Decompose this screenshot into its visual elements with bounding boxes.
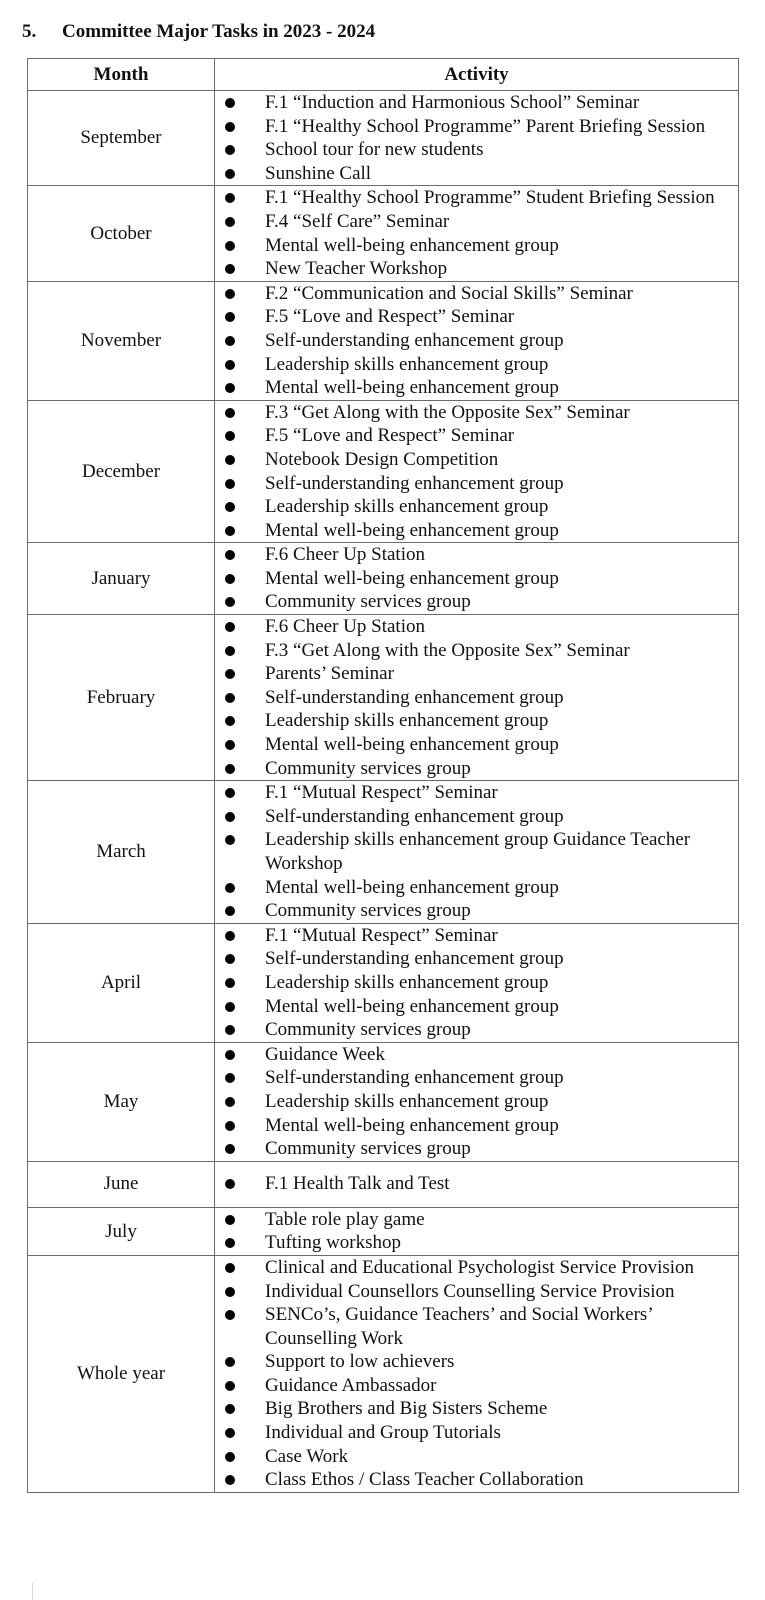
- activity-text: Self-understanding enhancement group: [265, 1067, 564, 1089]
- activity-text: F.4 “Self Care” Seminar: [265, 210, 450, 232]
- activity-text: Mental well-being enhancement group: [265, 876, 559, 898]
- list-item: [215, 686, 738, 710]
- bullet-icon: [225, 978, 235, 988]
- list-item: [215, 519, 738, 543]
- list-item: [215, 401, 738, 425]
- activity-cell: [215, 281, 739, 400]
- activity-text: F.6 Cheer Up Station: [265, 616, 425, 638]
- activity-text: F.5 “Love and Respect” Seminar: [265, 425, 515, 447]
- activity-text: Leadership skills enhancement group Guidance Teacher Workshop: [265, 829, 691, 874]
- activity-text: New Teacher Workshop: [265, 258, 448, 280]
- bullet-icon: [225, 193, 235, 203]
- bullet-icon: [225, 1310, 235, 1320]
- activity-text: Self-understanding enhancement group: [265, 329, 564, 351]
- table-row: [28, 91, 739, 186]
- list-item: [215, 1231, 738, 1255]
- bullet-icon: [225, 1025, 235, 1035]
- bullet-icon: [225, 1144, 235, 1154]
- activity-text: Leadership skills enhancement group: [265, 496, 549, 518]
- activity-text: Community services group: [265, 757, 471, 779]
- bullet-icon: [225, 622, 235, 632]
- table-row: [28, 1255, 739, 1492]
- bullet-icon: [225, 669, 235, 679]
- section-number: 5.: [22, 21, 37, 42]
- list-item: [215, 733, 738, 757]
- bullet-icon: [225, 597, 235, 607]
- activity-text: F.3 “Get Along with the Opposite Sex” Seminar: [265, 639, 630, 661]
- list-item: [215, 1043, 738, 1067]
- list-item: [215, 899, 738, 923]
- section-title: Committee Major Tasks in 2023 - 2024: [62, 21, 376, 42]
- bullet-icon: [225, 764, 235, 774]
- activity-text: F.6 Cheer Up Station: [265, 544, 425, 566]
- month-cell: January: [28, 543, 215, 615]
- page-margin-line: [32, 1583, 33, 1600]
- bullet-icon: [225, 264, 235, 274]
- activity-list: [215, 186, 738, 280]
- bullet-icon: [225, 883, 235, 893]
- activity-text: F.1 Health Talk and Test: [265, 1173, 450, 1195]
- bullet-icon: [225, 241, 235, 251]
- list-item: [215, 1114, 738, 1138]
- activity-list: [215, 543, 738, 614]
- bullet-icon: [225, 360, 235, 370]
- table-row: [28, 186, 739, 281]
- activity-text: Leadership skills enhancement group: [265, 710, 549, 732]
- bullet-icon: [225, 502, 235, 512]
- list-item: [215, 1018, 738, 1042]
- activity-text: F.1 “Induction and Harmonious School” Seminar: [265, 92, 640, 113]
- activity-cell: [215, 1207, 739, 1255]
- list-item: [215, 709, 738, 733]
- list-item: [215, 495, 738, 519]
- list-item: [215, 353, 738, 377]
- bullet-icon: [225, 1475, 235, 1485]
- activity-text: Community services group: [265, 1138, 471, 1160]
- bullet-icon: [225, 455, 235, 465]
- month-cell: July: [28, 1207, 215, 1255]
- activity-text: Community services group: [265, 900, 471, 922]
- activity-text: Mental well-being enhancement group: [265, 567, 559, 589]
- activity-text: F.5 “Love and Respect” Seminar: [265, 306, 515, 328]
- list-item: [215, 590, 738, 614]
- bullet-icon: [225, 550, 235, 560]
- table-row: [28, 1042, 739, 1161]
- list-item: [215, 543, 738, 567]
- list-item: [215, 91, 738, 115]
- list-item: [215, 162, 738, 186]
- table-row: [28, 281, 739, 400]
- list-item: [215, 805, 738, 829]
- bullet-icon: [225, 954, 235, 964]
- activity-list: [215, 91, 738, 185]
- list-item: [215, 186, 738, 210]
- bullet-icon: [225, 217, 235, 227]
- activity-list: [215, 1043, 738, 1161]
- activity-list: [215, 1172, 738, 1196]
- committee-tasks-table: [27, 58, 739, 1493]
- bullet-icon: [225, 716, 235, 726]
- activity-list: [215, 781, 738, 923]
- activity-text: Individual Counsellors Counselling Service Provision: [265, 1280, 675, 1302]
- month-cell: April: [28, 923, 215, 1042]
- table-row: [28, 1161, 739, 1207]
- activity-cell: [215, 781, 739, 924]
- activity-text: Individual and Group Tutorials: [265, 1422, 501, 1444]
- month-cell: June: [28, 1161, 215, 1207]
- list-item: [215, 924, 738, 948]
- bullet-icon: [225, 835, 235, 845]
- table-row: [28, 781, 739, 924]
- list-item: [215, 1208, 738, 1232]
- activity-text: F.1 “Healthy School Programme” Parent Briefing Session: [265, 115, 706, 137]
- list-item: [215, 210, 738, 234]
- activity-text: Leadership skills enhancement group: [265, 971, 549, 993]
- bullet-icon: [225, 931, 235, 941]
- section-heading: [22, 20, 375, 44]
- list-item: [215, 376, 738, 400]
- activity-cell: [215, 923, 739, 1042]
- bullet-icon: [225, 1050, 235, 1060]
- activity-text: Self-understanding enhancement group: [265, 948, 564, 970]
- activity-text: Self-understanding enhancement group: [265, 686, 564, 708]
- activity-cell: [215, 186, 739, 281]
- activity-list: [215, 1256, 738, 1492]
- table-header-row: [28, 59, 739, 91]
- bullet-icon: [225, 1428, 235, 1438]
- list-item: [215, 1137, 738, 1161]
- activity-text: Mental well-being enhancement group: [265, 734, 559, 756]
- activity-list: [215, 1208, 738, 1255]
- bullet-icon: [225, 1121, 235, 1131]
- bullet-icon: [225, 145, 235, 155]
- bullet-icon: [225, 1179, 235, 1189]
- activity-text: F.1 “Mutual Respect” Seminar: [265, 924, 498, 946]
- list-item: [215, 424, 738, 448]
- list-item: [215, 1303, 738, 1350]
- bullet-icon: [225, 526, 235, 536]
- list-item: [215, 947, 738, 971]
- bullet-icon: [225, 1287, 235, 1297]
- bullet-icon: [225, 169, 235, 179]
- bullet-icon: [225, 788, 235, 798]
- activity-text: Mental well-being enhancement group: [265, 234, 559, 256]
- activity-text: Leadership skills enhancement group: [265, 353, 549, 375]
- activity-text: Mental well-being enhancement group: [265, 995, 559, 1017]
- activity-text: Mental well-being enhancement group: [265, 1114, 559, 1136]
- list-item: [215, 757, 738, 781]
- bullet-icon: [225, 693, 235, 703]
- bullet-icon: [225, 1404, 235, 1414]
- table-row: [28, 1207, 739, 1255]
- bullet-icon: [225, 906, 235, 916]
- bullet-icon: [225, 646, 235, 656]
- bullet-icon: [225, 740, 235, 750]
- list-item: [215, 257, 738, 281]
- table-row: [28, 615, 739, 781]
- activity-cell: [215, 1255, 739, 1492]
- activity-text: Table role play game: [265, 1208, 425, 1230]
- bullet-icon: [225, 1215, 235, 1225]
- list-item: [215, 1421, 738, 1445]
- list-item: [215, 971, 738, 995]
- activity-cell: [215, 91, 739, 186]
- list-item: [215, 305, 738, 329]
- table-body: [28, 91, 739, 1493]
- activity-text: SENCo’s, Guidance Teachers’ and Social Workers’ Counselling Work: [265, 1304, 653, 1349]
- list-item: [215, 1350, 738, 1374]
- list-item: [215, 115, 738, 139]
- month-cell: October: [28, 186, 215, 281]
- month-cell: December: [28, 400, 215, 543]
- activity-list: [215, 924, 738, 1042]
- activity-text: Self-understanding enhancement group: [265, 472, 564, 494]
- bullet-icon: [225, 98, 235, 108]
- bullet-icon: [225, 812, 235, 822]
- month-column-header: Month: [28, 59, 215, 91]
- activity-cell: [215, 400, 739, 543]
- month-cell: March: [28, 781, 215, 924]
- bullet-icon: [225, 1002, 235, 1012]
- list-item: [215, 1280, 738, 1304]
- activity-text: Notebook Design Competition: [265, 448, 499, 470]
- bullet-icon: [225, 1357, 235, 1367]
- activity-list: [215, 615, 738, 780]
- table-row: [28, 400, 739, 543]
- list-item: [215, 1374, 738, 1398]
- activity-text: Mental well-being enhancement group: [265, 377, 559, 399]
- bullet-icon: [225, 383, 235, 393]
- activity-list: [215, 401, 738, 543]
- activity-text: Tufting workshop: [265, 1232, 402, 1254]
- list-item: [215, 1445, 738, 1469]
- bullet-icon: [225, 1452, 235, 1462]
- list-item: [215, 567, 738, 591]
- bullet-icon: [225, 574, 235, 584]
- bullet-icon: [225, 336, 235, 346]
- bullet-icon: [225, 408, 235, 418]
- list-item: [215, 472, 738, 496]
- bullet-icon: [225, 1263, 235, 1273]
- list-item: [215, 639, 738, 663]
- list-item: [215, 448, 738, 472]
- activity-text: Clinical and Educational Psychologist Service Provision: [265, 1256, 695, 1278]
- list-item: [215, 876, 738, 900]
- activity-text: Self-understanding enhancement group: [265, 805, 564, 827]
- list-item: [215, 1090, 738, 1114]
- list-item: [215, 1256, 738, 1280]
- bullet-icon: [225, 1381, 235, 1391]
- list-item: [215, 138, 738, 162]
- activity-list: [215, 282, 738, 400]
- table-row: [28, 923, 739, 1042]
- month-cell: February: [28, 615, 215, 781]
- activity-text: Support to low achievers: [265, 1351, 455, 1373]
- list-item: [215, 1397, 738, 1421]
- activity-text: Big Brothers and Big Sisters Scheme: [265, 1398, 548, 1420]
- list-item: [215, 781, 738, 805]
- list-item: [215, 329, 738, 353]
- table-row: [28, 543, 739, 615]
- list-item: [215, 282, 738, 306]
- list-item: [215, 615, 738, 639]
- activity-text: Class Ethos / Class Teacher Collaboration: [265, 1469, 584, 1491]
- list-item: [215, 1172, 738, 1196]
- activity-cell: [215, 543, 739, 615]
- bullet-icon: [225, 431, 235, 441]
- activity-text: Mental well-being enhancement group: [265, 519, 559, 541]
- activity-text: F.1 “Mutual Respect” Seminar: [265, 782, 498, 804]
- list-item: [215, 1066, 738, 1090]
- activity-cell: [215, 1042, 739, 1161]
- list-item: [215, 1468, 738, 1492]
- activity-cell: [215, 1161, 739, 1207]
- activity-text: Community services group: [265, 1019, 471, 1041]
- activity-cell: [215, 615, 739, 781]
- list-item: [215, 662, 738, 686]
- activity-text: Guidance Ambassador: [265, 1374, 437, 1396]
- list-item: [215, 828, 738, 875]
- activity-text: Community services group: [265, 591, 471, 613]
- bullet-icon: [225, 479, 235, 489]
- activity-text: School tour for new students: [265, 139, 484, 161]
- bullet-icon: [225, 122, 235, 132]
- activity-text: Leadership skills enhancement group: [265, 1090, 549, 1112]
- month-cell: November: [28, 281, 215, 400]
- bullet-icon: [225, 312, 235, 322]
- month-cell: Whole year: [28, 1255, 215, 1492]
- month-cell: September: [28, 91, 215, 186]
- activity-text: Case Work: [265, 1445, 349, 1467]
- list-item: [215, 234, 738, 258]
- activity-text: Guidance Week: [265, 1043, 385, 1065]
- bullet-icon: [225, 1097, 235, 1107]
- activity-text: F.2 “Communication and Social Skills” Seminar: [265, 282, 633, 304]
- activity-text: F.1 “Healthy School Programme” Student Briefing Session: [265, 187, 715, 209]
- list-item: [215, 995, 738, 1019]
- activity-text: F.3 “Get Along with the Opposite Sex” Seminar: [265, 401, 630, 423]
- month-cell: May: [28, 1042, 215, 1161]
- bullet-icon: [225, 1073, 235, 1083]
- bullet-icon: [225, 289, 235, 299]
- bullet-icon: [225, 1238, 235, 1248]
- activity-column-header: Activity: [215, 59, 739, 91]
- activity-text: Sunshine Call: [265, 162, 372, 184]
- activity-text: Parents’ Seminar: [265, 663, 394, 685]
